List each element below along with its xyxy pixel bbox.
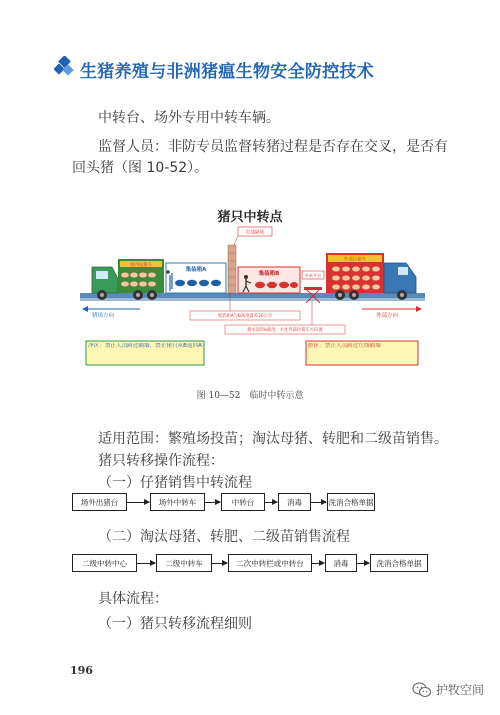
flow-step: 场外中转车 <box>150 493 205 511</box>
figure-caption: 图 10—52 临时中转示意 <box>196 391 304 401</box>
flow-step: 二级中转车 <box>156 554 212 572</box>
flow-step: 二级中转中心 <box>72 554 137 572</box>
transfer-diagram <box>80 223 425 383</box>
container-a <box>166 263 226 293</box>
detail-heading: 具体流程： <box>98 591 168 607</box>
flow-arrow <box>357 563 369 564</box>
diamond-icon <box>54 56 76 78</box>
red-wall-label: 红线隔墙 <box>246 230 264 236</box>
chapter-title: 生猪养殖与非洲猪瘟生物安全防控技术 <box>80 62 375 82</box>
flow1-heading: （一）仔猪销售中转流程 <box>98 475 252 491</box>
container-b-label: 集装箱B <box>258 271 280 277</box>
outside-direction-label: 外部方向 <box>376 313 399 319</box>
flow2-heading: （二）淘汰母猪、转肥、二级苗销售流程 <box>98 529 350 545</box>
container-a-label: 集装箱A <box>185 267 207 273</box>
page-number: 196 <box>70 664 93 677</box>
flow-step: 洗消合格单据 <box>327 493 375 511</box>
flow-arrow <box>212 563 227 564</box>
flow-arrow <box>311 502 326 503</box>
inner-truck-label: 场内运猪车 <box>129 263 153 268</box>
flow-arrow <box>205 502 220 503</box>
outer-truck-label: 外部拉猪车 <box>343 257 367 263</box>
paragraph-text: 回头猪（图 10-52）。 <box>72 160 209 176</box>
wechat-icon <box>412 682 432 698</box>
detail-subheading: （一）猪只转移流程细则 <box>98 616 252 632</box>
dirty-zone-box <box>306 341 418 365</box>
flow-arrow <box>137 563 155 564</box>
flow-step: 洗消合格单据 <box>370 554 428 572</box>
outside-direction-arrow <box>362 306 422 319</box>
paragraph-text: 监督人员：非防专员监督转猪过程是否存在交叉，是否有 <box>98 139 448 155</box>
pig-direction-label: 猪场方向 <box>92 313 115 319</box>
flow-arrow <box>265 502 277 503</box>
flow-step: 消毒 <box>278 493 311 511</box>
procedure-heading: 猪只转移操作流程： <box>98 453 224 469</box>
flow-arrow <box>127 502 149 503</box>
svg-text:排水沟5%坡度，水往外部拉猪车方向流: 排水沟5%坡度，水往外部拉猪车方向流 <box>247 328 323 333</box>
platform-label: 外转平台 <box>305 272 321 278</box>
clean-zone-text: 净区：禁止人员跨过隔墙，禁止猪只从B返回A <box>88 343 202 349</box>
flow-step: 二次中转栏或中转台 <box>228 554 312 572</box>
dirty-zone-text: 脏区：禁止人员跨过红线隔墙 <box>308 343 381 349</box>
flow-arrow <box>312 563 324 564</box>
ground-bar <box>80 293 425 298</box>
flow-step: 场外出猪台 <box>72 493 127 511</box>
watermark <box>412 681 484 698</box>
flow-step: 中转台 <box>221 493 265 511</box>
container-b <box>238 267 300 293</box>
svg-text:集装箱A与B高度落差20公分: 集装箱A与B高度落差20公分 <box>217 314 273 319</box>
paragraph-text: 中转台、场外专用中转车辆。 <box>98 110 280 126</box>
clean-zone-box <box>86 341 204 365</box>
watermark-text: 护牧空间 <box>436 683 485 697</box>
flow-step: 消毒 <box>325 554 357 572</box>
scope-text: 适用范围：繁殖场投苗；淘汰母猪、转肥和二级苗销售。 <box>98 431 448 447</box>
pig-direction-arrow <box>82 306 140 319</box>
figure-title: 猪只中转点 <box>217 210 283 225</box>
